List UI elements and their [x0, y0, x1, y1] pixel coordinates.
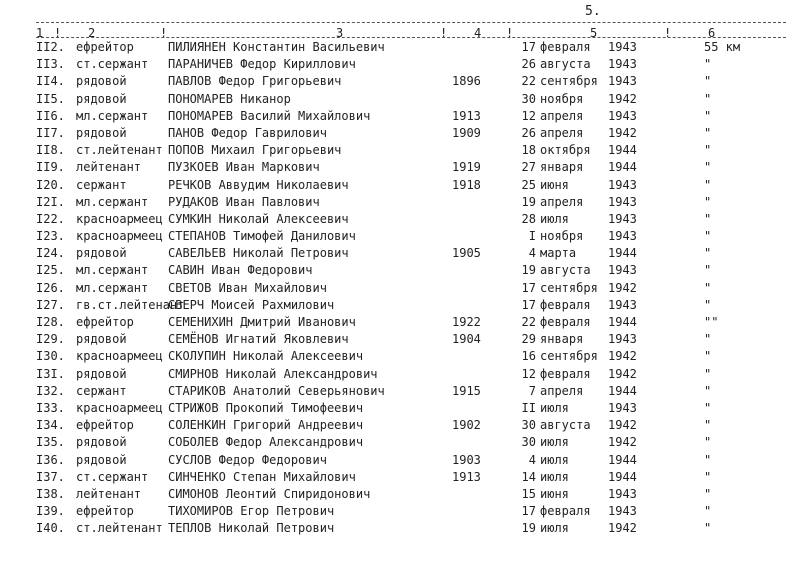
burial-note: "	[704, 177, 712, 192]
record-number: I33.	[36, 400, 65, 415]
birth-year: 1905	[452, 246, 481, 261]
death-day: 15	[521, 486, 536, 501]
death-year: 1943	[608, 263, 637, 278]
record-number: II5.	[36, 91, 65, 106]
birth-year: 1903	[452, 452, 481, 467]
death-day: 17	[521, 297, 536, 312]
record-number: I32.	[36, 383, 65, 398]
burial-note: "	[704, 280, 712, 295]
table-row	[0, 176, 800, 193]
death-day: I	[528, 229, 536, 244]
death-day: 4	[528, 452, 536, 467]
death-year: 1944	[608, 246, 637, 261]
military-rank: рядовой	[76, 332, 127, 347]
death-month: января	[540, 160, 584, 175]
table-row	[0, 55, 800, 72]
burial-note: "	[704, 521, 712, 536]
burial-note: "	[704, 125, 712, 140]
top-rule	[36, 22, 786, 23]
table-row	[0, 38, 800, 55]
death-month: июля	[540, 211, 569, 226]
death-year: 1942	[608, 125, 637, 140]
birth-year: 1896	[452, 74, 481, 89]
header-sep: !	[506, 26, 514, 40]
burial-note: "	[704, 383, 712, 398]
death-year: 1943	[608, 486, 637, 501]
death-day: 26	[521, 57, 536, 72]
military-rank: лейтенант	[76, 160, 142, 175]
header-sep: !	[440, 26, 448, 40]
military-rank: рядовой	[76, 246, 127, 261]
header-col-5: 5	[590, 26, 598, 40]
record-number: II6.	[36, 108, 65, 123]
table-row	[0, 382, 800, 399]
table-row	[0, 107, 800, 124]
death-day: 17	[521, 280, 536, 295]
death-month: апреля	[540, 383, 584, 398]
military-rank: красноармеец	[76, 400, 163, 415]
birth-year: 1913	[452, 108, 481, 123]
death-year: 1944	[608, 160, 637, 175]
death-year: 1943	[608, 57, 637, 72]
death-day: II	[521, 400, 536, 415]
table-row	[0, 158, 800, 175]
death-month: сентября	[540, 74, 598, 89]
death-month: сентября	[540, 349, 598, 364]
birth-year: 1904	[452, 332, 481, 347]
military-rank: ст.лейтенант	[76, 521, 163, 536]
death-month: августа	[540, 418, 591, 433]
death-month: июля	[540, 521, 569, 536]
death-month: августа	[540, 263, 591, 278]
full-name: РЕЧКОВ Аввудим Николаевич	[168, 177, 349, 192]
death-month: сентября	[540, 280, 598, 295]
birth-year: 1918	[452, 177, 481, 192]
death-month: апреля	[540, 194, 584, 209]
burial-note: ""	[704, 315, 719, 329]
military-rank: ефрейтор	[76, 40, 134, 54]
death-month: июля	[540, 435, 569, 450]
table-row	[0, 313, 800, 330]
death-year: 1942	[608, 349, 637, 364]
table-row	[0, 330, 800, 347]
death-day: 22	[521, 74, 536, 89]
burial-note: "	[704, 229, 712, 244]
military-rank: ст.сержант	[76, 469, 149, 484]
full-name: СИНЧЕНКО Степан Михайлович	[168, 469, 356, 484]
burial-note: "	[704, 469, 712, 484]
death-day: 27	[521, 160, 536, 175]
death-year: 1942	[608, 91, 637, 106]
death-month: июля	[540, 400, 569, 415]
death-year: 1943	[608, 229, 637, 244]
full-name: СКОЛУПИН Николай Алексеевич	[168, 349, 364, 364]
record-number: II2.	[36, 40, 65, 54]
table-row	[0, 468, 800, 485]
record-number: I28.	[36, 315, 65, 329]
table-row	[0, 296, 800, 313]
full-name: ПОНОМАРЕВ Никанор	[168, 91, 291, 106]
burial-note: "	[704, 194, 712, 209]
death-year: 1944	[608, 469, 637, 484]
full-name: ПАНОВ Федор Гаврилович	[168, 125, 327, 140]
full-name: ТИХОМИРОВ Егор Петрович	[168, 504, 335, 519]
record-number: I29.	[36, 332, 65, 347]
table-row	[0, 416, 800, 433]
death-day: 30	[521, 418, 536, 433]
burial-note: "	[704, 366, 712, 381]
record-number: I26.	[36, 280, 65, 295]
record-number: I3I.	[36, 366, 65, 381]
record-number: II9.	[36, 160, 65, 175]
death-day: 18	[521, 143, 536, 158]
death-day: 29	[521, 332, 536, 347]
military-rank: ст.лейтенант	[76, 143, 163, 158]
full-name: СТРИЖОВ Прокопий Тимофеевич	[168, 400, 364, 415]
full-name: ПАВЛОВ Федор Григорьевич	[168, 74, 342, 89]
record-number: I34.	[36, 418, 65, 433]
full-name: СТАРИКОВ Анатолий Северьянович	[168, 383, 385, 398]
death-month: августа	[540, 57, 591, 72]
full-name: ПИЛИЯНЕН Константин Васильевич	[168, 40, 385, 54]
burial-note: "	[704, 400, 712, 415]
table-row	[0, 244, 800, 261]
birth-year: 1915	[452, 383, 481, 398]
register-table	[0, 38, 800, 536]
full-name: СУМКИН Николай Алексеевич	[168, 211, 349, 226]
military-rank: рядовой	[76, 435, 127, 450]
military-rank: ефрейтор	[76, 504, 134, 519]
military-rank: красноармеец	[76, 349, 163, 364]
death-month: апреля	[540, 108, 584, 123]
table-row	[0, 72, 800, 89]
record-number: I20.	[36, 177, 65, 192]
death-year: 1943	[608, 194, 637, 209]
record-number: I35.	[36, 435, 65, 450]
table-row	[0, 279, 800, 296]
burial-note: "	[704, 504, 712, 519]
header-col-2: 2	[88, 26, 96, 40]
death-month: июня	[540, 177, 569, 192]
military-rank: рядовой	[76, 125, 127, 140]
death-year: 1943	[608, 40, 637, 54]
death-month: февраля	[540, 366, 591, 381]
full-name: ПОПОВ Михаил Григорьевич	[168, 143, 342, 158]
record-number: I38.	[36, 486, 65, 501]
death-day: 19	[521, 194, 536, 209]
death-month: января	[540, 332, 584, 347]
burial-note: "	[704, 435, 712, 450]
burial-note: "	[704, 108, 712, 123]
death-month: ноября	[540, 229, 584, 244]
military-rank: сержант	[76, 177, 127, 192]
header-sep: !	[664, 26, 672, 40]
military-rank: рядовой	[76, 74, 127, 89]
birth-year: 1902	[452, 418, 481, 433]
death-year: 1942	[608, 418, 637, 433]
military-rank: мл.сержант	[76, 108, 149, 123]
page-number: 5.	[585, 4, 601, 19]
death-year: 1942	[608, 366, 637, 381]
burial-note: "	[704, 160, 712, 175]
full-name: САВЕЛЬЕВ Николай Петрович	[168, 246, 349, 261]
death-month: октября	[540, 143, 591, 158]
military-rank: лейтенант	[76, 486, 142, 501]
death-day: 12	[521, 366, 536, 381]
table-row	[0, 124, 800, 141]
birth-year: 1913	[452, 469, 481, 484]
burial-note: "	[704, 297, 712, 312]
military-rank: мл.сержант	[76, 280, 149, 295]
death-year: 1942	[608, 280, 637, 295]
death-month: февраля	[540, 504, 591, 519]
record-number: II8.	[36, 143, 65, 158]
table-row	[0, 193, 800, 210]
death-year: 1942	[608, 435, 637, 450]
header-col-3: 3	[336, 26, 344, 40]
full-name: СЕМЕНИХИН Дмитрий Иванович	[168, 315, 356, 329]
death-month: апреля	[540, 125, 584, 140]
death-month: февраля	[540, 315, 591, 329]
military-rank: красноармеец	[76, 229, 163, 244]
table-row	[0, 141, 800, 158]
death-day: 17	[521, 40, 536, 54]
full-name: ПУЗКОЕВ Иван Маркович	[168, 160, 320, 175]
header-sep: !	[54, 26, 62, 40]
record-number: I39.	[36, 504, 65, 519]
military-rank: ефрейтор	[76, 315, 134, 329]
death-day: 16	[521, 349, 536, 364]
death-year: 1943	[608, 108, 637, 123]
full-name: СИМОНОВ Леонтий Спиридонович	[168, 486, 371, 501]
military-rank: мл.сержант	[76, 194, 149, 209]
death-year: 1944	[608, 315, 637, 329]
burial-note: "	[704, 211, 712, 226]
military-rank: ефрейтор	[76, 418, 134, 433]
birth-year: 1909	[452, 125, 481, 140]
table-row	[0, 485, 800, 502]
full-name: ПОНОМАРЕВ Василий Михайлович	[168, 108, 371, 123]
full-name: СМИРНОВ Николай Александрович	[168, 366, 378, 381]
death-day: 19	[521, 263, 536, 278]
table-row	[0, 365, 800, 382]
death-year: 1943	[608, 400, 637, 415]
burial-note: "	[704, 486, 712, 501]
death-day: 22	[521, 315, 536, 329]
table-row	[0, 210, 800, 227]
death-day: 30	[521, 91, 536, 106]
death-year: 1944	[608, 143, 637, 158]
military-rank: гв.ст.лейтенант	[76, 297, 185, 312]
full-name: ПАРАНИЧЕВ Федор Кириллович	[168, 57, 356, 72]
death-month: ноября	[540, 91, 584, 106]
death-day: 12	[521, 108, 536, 123]
full-name: СВЕТОВ Иван Михайлович	[168, 280, 327, 295]
military-rank: ст.сержант	[76, 57, 149, 72]
header-col-1: 1	[36, 26, 44, 40]
record-number: II3.	[36, 57, 65, 72]
full-name: СОБОЛЕВ Федор Александрович	[168, 435, 364, 450]
death-month: февраля	[540, 40, 591, 54]
burial-note: "	[704, 418, 712, 433]
table-row	[0, 399, 800, 416]
record-number: I2I.	[36, 194, 65, 209]
table-row	[0, 347, 800, 364]
burial-note: "	[704, 452, 712, 467]
record-number: II7.	[36, 125, 65, 140]
military-rank: рядовой	[76, 452, 127, 467]
burial-note: "	[704, 263, 712, 278]
record-number: I30.	[36, 349, 65, 364]
record-number: I27.	[36, 297, 65, 312]
burial-note: "	[704, 91, 712, 106]
table-row	[0, 261, 800, 278]
burial-note: "	[704, 74, 712, 89]
full-name: СОЛЕНКИН Григорий Андреевич	[168, 418, 364, 433]
record-number: I40.	[36, 521, 65, 536]
death-year: 1944	[608, 452, 637, 467]
death-day: 28	[521, 211, 536, 226]
record-number: I22.	[36, 211, 65, 226]
full-name: СТЕПАНОВ Тимофей Данилович	[168, 229, 356, 244]
death-year: 1943	[608, 297, 637, 312]
death-day: 25	[521, 177, 536, 192]
record-number: II4.	[36, 74, 65, 89]
full-name: САВИН Иван Федорович	[168, 263, 313, 278]
record-number: I36.	[36, 452, 65, 467]
birth-year: 1919	[452, 160, 481, 175]
death-day: 17	[521, 504, 536, 519]
death-day: 14	[521, 469, 536, 484]
record-number: I37.	[36, 469, 65, 484]
table-row	[0, 502, 800, 519]
death-month: июля	[540, 452, 569, 467]
record-number: I24.	[36, 246, 65, 261]
header-col-6: 6	[708, 26, 716, 40]
header-sep: !	[160, 26, 168, 40]
death-day: 30	[521, 435, 536, 450]
death-year: 1943	[608, 74, 637, 89]
burial-note: "	[704, 143, 712, 158]
military-rank: рядовой	[76, 366, 127, 381]
death-year: 1944	[608, 383, 637, 398]
death-day: 7	[528, 383, 536, 398]
military-rank: сержант	[76, 383, 127, 398]
table-row	[0, 227, 800, 244]
table-row	[0, 519, 800, 536]
death-year: 1942	[608, 521, 637, 536]
military-rank: красноармеец	[76, 211, 163, 226]
military-rank: рядовой	[76, 91, 127, 106]
death-month: марта	[540, 246, 577, 261]
burial-note: "	[704, 246, 712, 261]
full-name: ТЕПЛОВ Николай Петрович	[168, 521, 335, 536]
burial-note: "	[704, 332, 712, 347]
table-row	[0, 90, 800, 107]
birth-year: 1922	[452, 315, 481, 329]
burial-note: "	[704, 57, 712, 72]
death-year: 1943	[608, 332, 637, 347]
death-year: 1943	[608, 177, 637, 192]
death-year: 1943	[608, 504, 637, 519]
death-month: июля	[540, 469, 569, 484]
death-month: июня	[540, 486, 569, 501]
death-day: 19	[521, 521, 536, 536]
military-rank: мл.сержант	[76, 263, 149, 278]
burial-note: 55 км	[704, 40, 741, 54]
table-row	[0, 451, 800, 468]
death-day: 4	[528, 246, 536, 261]
record-number: I25.	[36, 263, 65, 278]
full-name: СЕМЁНОВ Игнатий Яковлевич	[168, 332, 349, 347]
table-row	[0, 433, 800, 450]
record-number: I23.	[36, 229, 65, 244]
death-day: 26	[521, 125, 536, 140]
death-month: февраля	[540, 297, 591, 312]
burial-note: "	[704, 349, 712, 364]
header-col-4: 4	[474, 26, 482, 40]
full-name: РУДАКОВ Иван Павлович	[168, 194, 320, 209]
death-year: 1943	[608, 211, 637, 226]
full-name: СВЕРЧ Моисей Рахмилович	[168, 297, 335, 312]
full-name: СУСЛОВ Федор Федорович	[168, 452, 327, 467]
